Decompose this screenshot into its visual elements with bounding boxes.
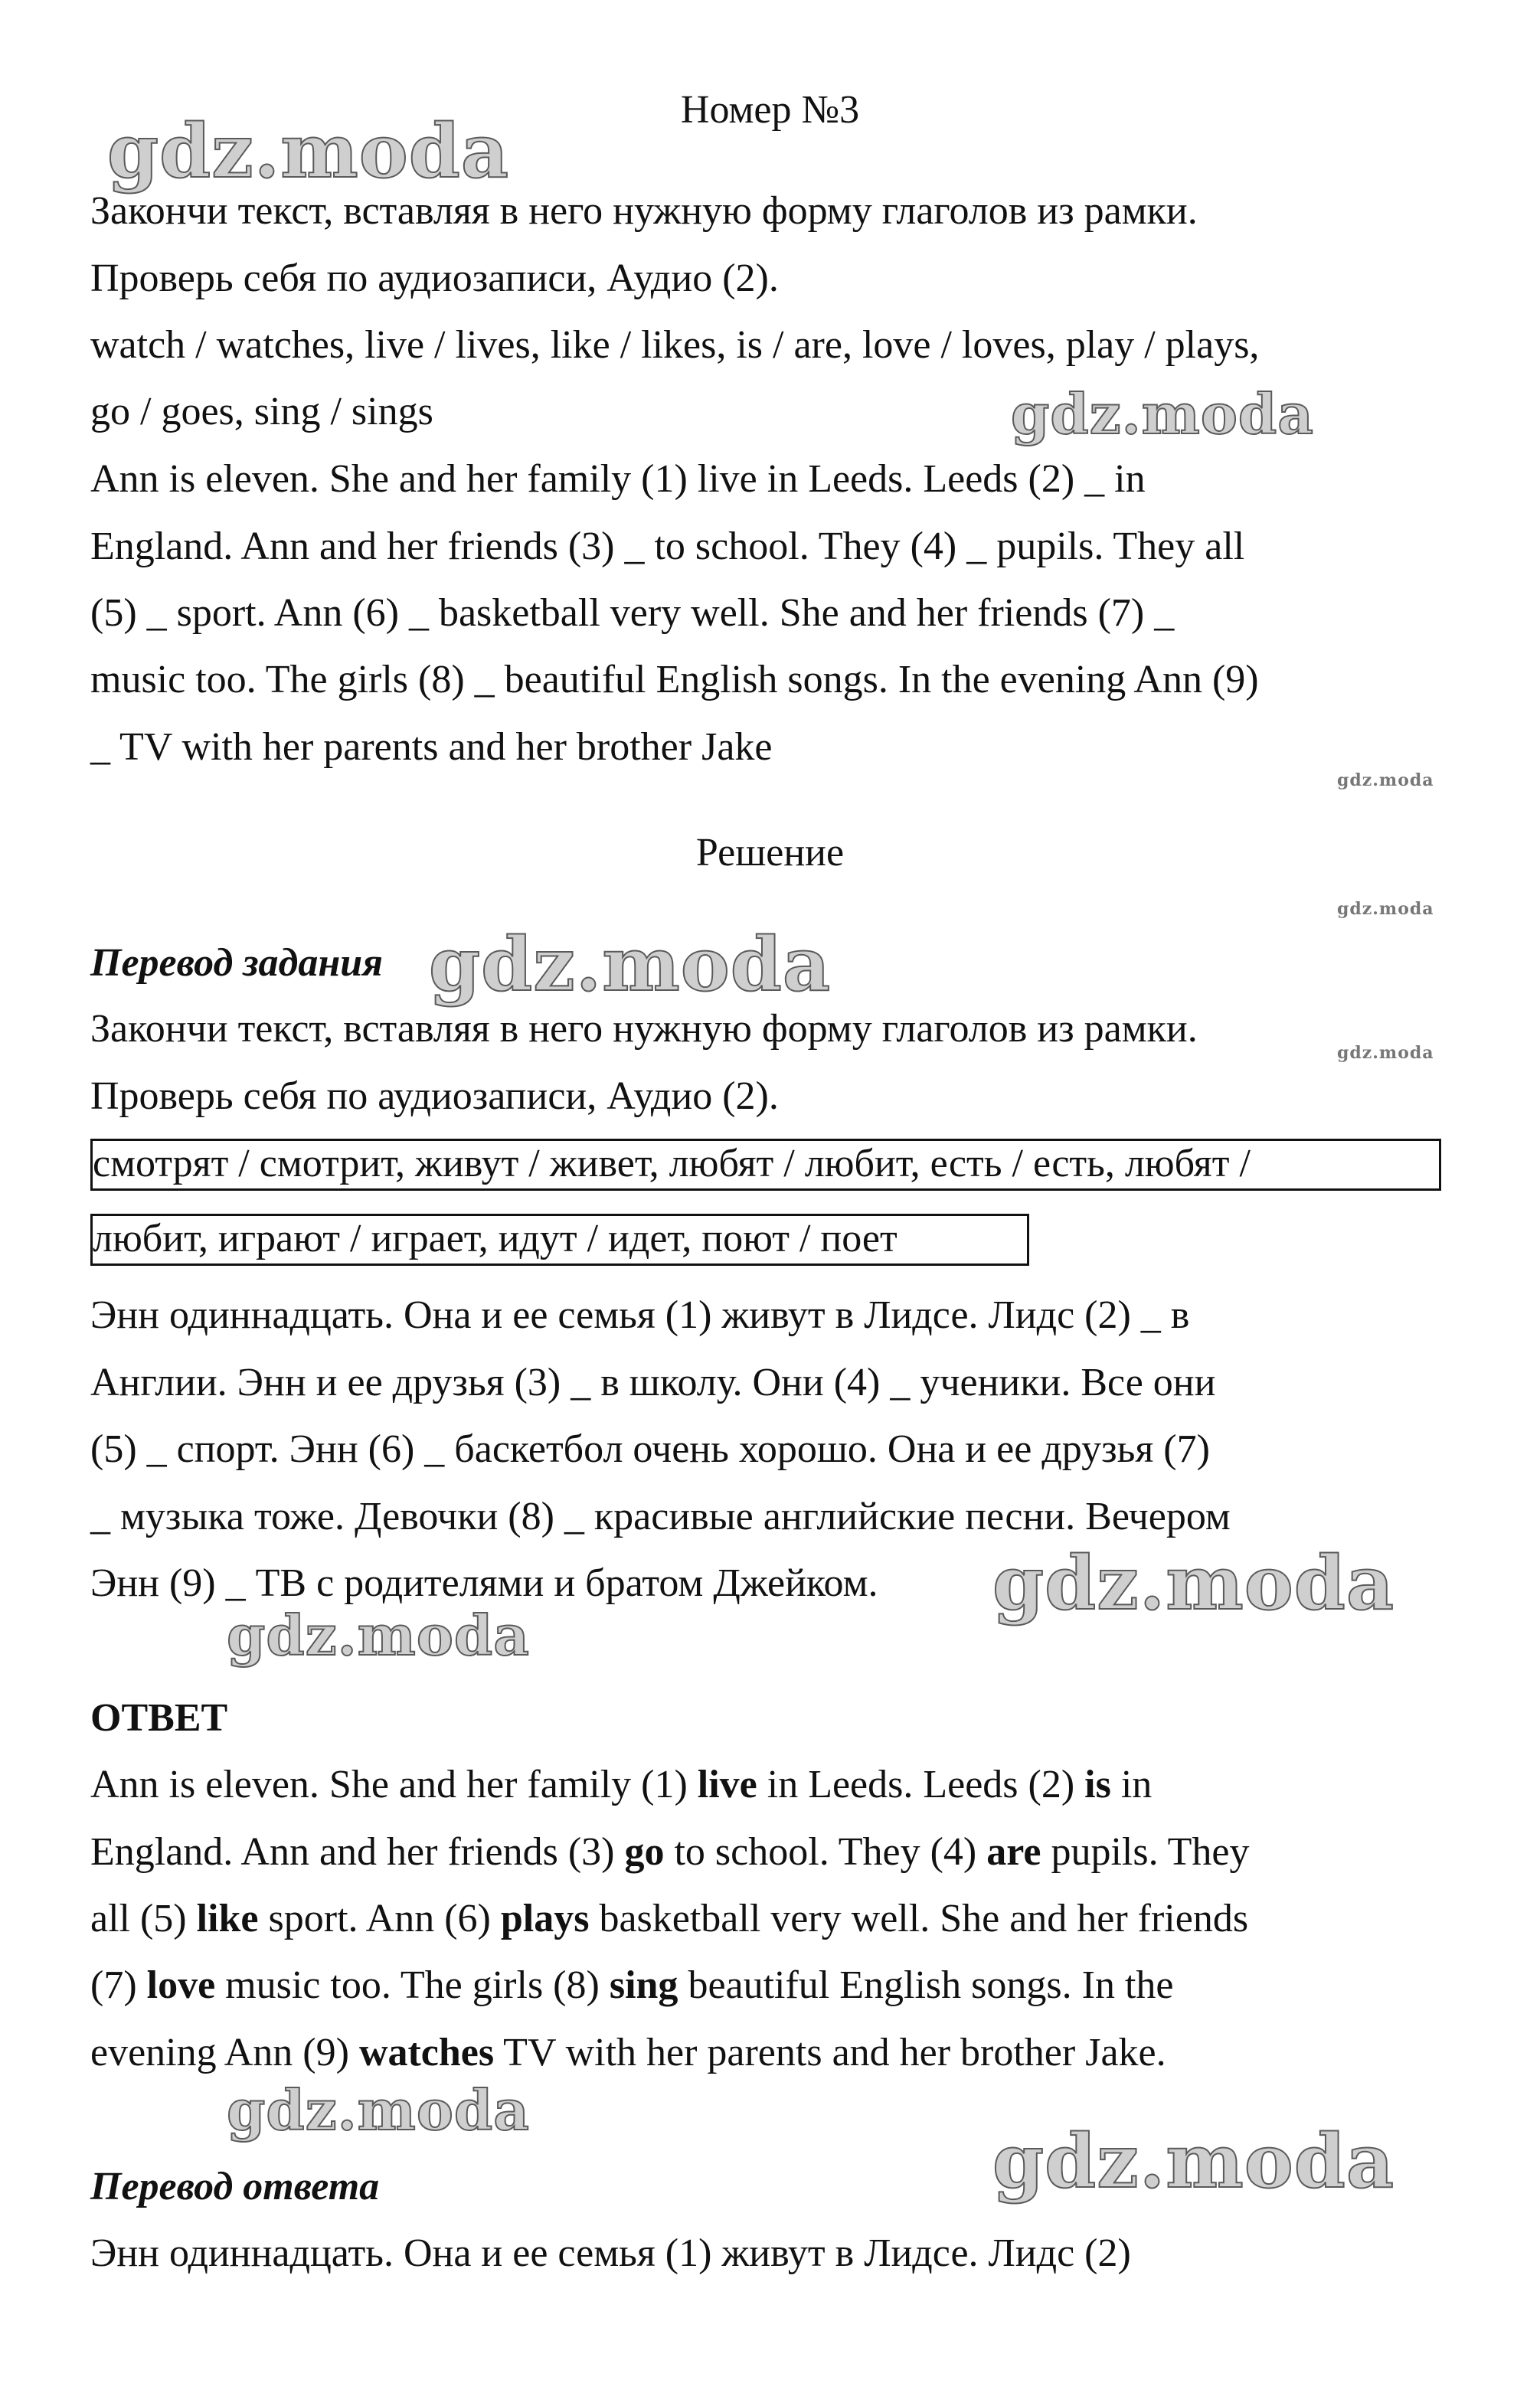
answer-translation-heading: Перевод ответа (90, 2165, 380, 2208)
answer-text: basketball very well. She and her friends (589, 1897, 1249, 1940)
answer-text: in Leeds. Leeds (2) (757, 1763, 1085, 1806)
answer-word: live (697, 1763, 757, 1806)
answer-word: like (196, 1897, 259, 1940)
answer-line (90, 1963, 1174, 2007)
answer-word: watches (358, 2031, 495, 2074)
answer-line (90, 1899, 1248, 1939)
answer-text: to school. They (4) (664, 1830, 987, 1874)
watermark: gdz.moda (429, 921, 832, 1008)
translation-text-line: Энн одиннадцать. Она и ее семья (1) живут в Лидсе. Лидс (2) _ в (90, 1293, 1190, 1337)
translation-text-line: (5) _ спорт. Энн (6) _ баскетбол очень хорошо. Она и ее друзья (7) (90, 1427, 1210, 1471)
answer-text: pupils. They (1041, 1830, 1250, 1874)
watermark: gdz.moda (227, 1603, 530, 1668)
answer-word: go (624, 1830, 665, 1874)
answer-word: are (986, 1830, 1041, 1874)
translation-text-line: Энн (9) _ ТВ с родителями и братом Джейком. (90, 1561, 878, 1605)
answer-text: in (1110, 1763, 1153, 1806)
translation-word-box-line: смотрят / смотрит, живут / живет, любят / любит, есть / есть, любят / (90, 1139, 1441, 1191)
word-box-line: go / goes, sing / sings (90, 390, 433, 433)
task-text-line: (5) _ sport. Ann (6) _ basketball very well. She and her friends (7) _ (90, 591, 1175, 635)
answer-word: plays (500, 1897, 590, 1940)
task-text-line: music too. The girls (8) _ beautiful English songs. In the evening Ann (9) (90, 658, 1259, 701)
answer-text: beautiful English songs. In the (678, 1963, 1174, 2007)
answer-word: sing (609, 1963, 678, 2007)
translation-instruction-line: Проверь себя по аудиозаписи, Аудио (2). (90, 1074, 779, 1118)
answer-text: all (5) (90, 1897, 197, 1940)
solution-heading: Решение (695, 831, 845, 874)
answer-text: sport. Ann (6) (258, 1897, 501, 1940)
answer-text: evening Ann (9) (90, 2031, 359, 2074)
answer-text: (7) (90, 1963, 147, 2007)
answer-word: love (146, 1963, 216, 2007)
page-title: Номер №3 (680, 88, 860, 132)
watermark: gdz.moda (1337, 770, 1434, 790)
task-instruction-line: Закончи текст, вставляя в него нужную форму глаголов из рамки. (90, 189, 1198, 233)
translation-text-line: Англии. Энн и ее друзья (3) _ в школу. Они (4) _ ученики. Все они (90, 1361, 1216, 1404)
task-instruction-line: Проверь себя по аудиозаписи, Аудио (2). (90, 257, 779, 300)
answer-text: music too. The girls (8) (215, 1963, 610, 2007)
answer-heading: ОТВЕТ (90, 1696, 228, 1740)
watermark: gdz.moda (1337, 899, 1434, 919)
answer-line (90, 1765, 1152, 1805)
task-translation-heading: Перевод задания (90, 941, 383, 985)
watermark: gdz.moda (1011, 381, 1314, 446)
watermark: gdz.moda (992, 2118, 1395, 2205)
watermark: gdz.moda (227, 2077, 530, 2143)
answer-text: Ann is eleven. She and her family (1) (90, 1763, 698, 1806)
watermark: gdz.moda (1337, 1043, 1434, 1063)
task-text-line: England. Ann and her friends (3) _ to school. They (4) _ pupils. They all (90, 525, 1245, 568)
answer-line (90, 2033, 1166, 2073)
translation-text-line: _ музыка тоже. Девочки (8) _ красивые английские песни. Вечером (90, 1495, 1231, 1538)
task-text-line: _ TV with her parents and her brother Jake (90, 725, 773, 769)
watermark: gdz.moda (107, 108, 510, 195)
word-box-line: watch / watches, live / lives, like / likes, is / are, love / loves, play / plays, (90, 323, 1260, 367)
task-text-line: Ann is eleven. She and her family (1) live in Leeds. Leeds (2) _ in (90, 457, 1146, 501)
answer-text: TV with her parents and her brother Jake. (494, 2031, 1166, 2074)
answer-word: is (1084, 1763, 1111, 1806)
watermark: gdz.moda (992, 1540, 1395, 1626)
answer-text: England. Ann and her friends (3) (90, 1830, 625, 1874)
translation-word-box-line: любит, играют / играет, идут / идет, поют / поет (90, 1214, 1029, 1266)
answer-line (90, 1832, 1250, 1872)
translation-instruction-line: Закончи текст, вставляя в него нужную форму глаголов из рамки. (90, 1007, 1198, 1051)
answer-translation-line: Энн одиннадцать. Она и ее семья (1) живут в Лидсе. Лидс (2) (90, 2231, 1131, 2275)
